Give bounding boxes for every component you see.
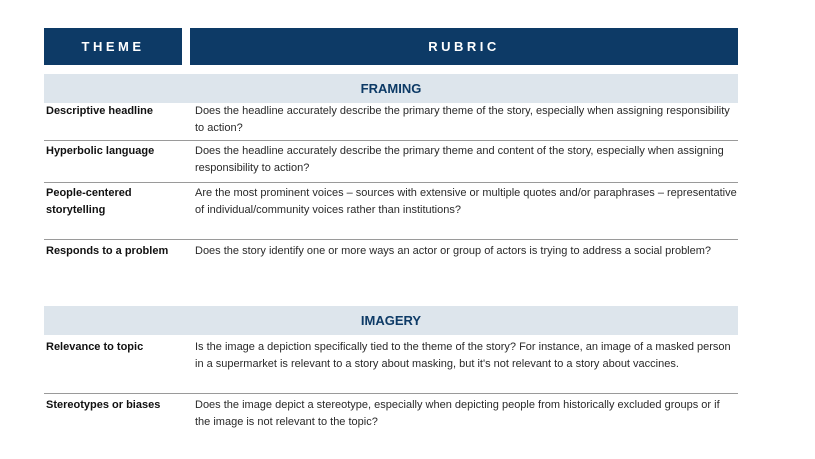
rubric-column-header: RUBRIC (190, 28, 738, 65)
row-theme: People-centered storytelling (46, 187, 132, 216)
section-header-framing: FRAMING (44, 74, 738, 103)
row-theme: Stereotypes or biases (46, 399, 161, 411)
section-header-imagery: IMAGERY (44, 306, 738, 335)
row-divider (44, 182, 738, 183)
row-divider (44, 239, 738, 240)
row-theme: Relevance to topic (46, 341, 144, 353)
row-theme: Descriptive headline (46, 105, 153, 117)
row-theme: Responds to a problem (46, 245, 169, 257)
row-rubric: Does the headline accurately describe the primary theme of the story, especially when assigning responsibility to action? (195, 105, 730, 134)
row-rubric: Does the story identify one or more ways an actor or group of actors is trying to address a social problem? (195, 245, 712, 257)
row-divider (44, 140, 738, 141)
theme-column-header: THEME (44, 28, 182, 65)
row-divider (44, 393, 738, 394)
row-rubric: Does the image depict a stereotype, especially when depicting people from historically excluded groups or if the image is not relevant to the topic? (195, 399, 720, 428)
row-rubric: Are the most prominent voices – sources with extensive or multiple quotes and/or paraphrases – representative of individual/community voices rather than institutions? (195, 187, 737, 216)
row-theme: Hyperbolic language (46, 145, 155, 157)
row-rubric: Is the image a depiction specifically tied to the theme of the story? For instance, an image of a masked person in a supermarket is relevant to a story about masking, but it's not relevant to a story about vaccines. (195, 341, 731, 370)
row-rubric: Does the headline accurately describe the primary theme and content of the story, especially when assigning responsibility to action? (195, 145, 724, 174)
